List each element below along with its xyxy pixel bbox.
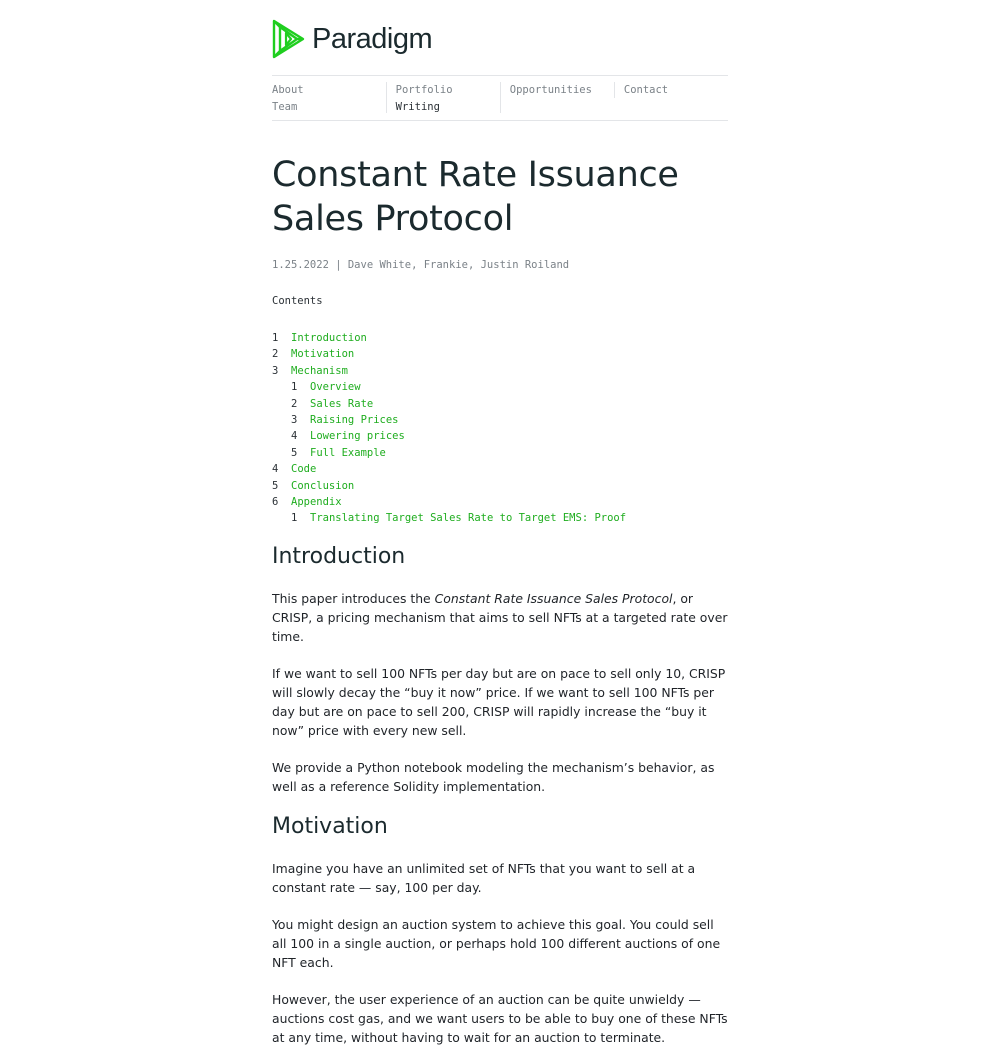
toc-item <box>272 461 728 477</box>
toc-item <box>272 363 728 379</box>
toc-number: 6 <box>272 495 279 508</box>
toc-item <box>272 330 728 346</box>
article-meta: 1.25.2022 | Dave White, Frankie, Justin Roiland <box>272 259 570 271</box>
toc-item <box>272 379 728 395</box>
toc-number: 3 <box>272 364 279 377</box>
toc-number: 2 <box>272 348 279 361</box>
toc-item <box>272 428 728 444</box>
table-of-contents <box>272 330 728 527</box>
article-title: Constant Rate Issuance Sales Protocol <box>272 155 679 239</box>
toc-number: 4 <box>272 463 279 476</box>
section-heading-motivation: Motivation <box>272 814 388 839</box>
main-nav <box>272 75 728 121</box>
toc-link[interactable]: Mechanism <box>291 364 348 377</box>
toc-number: 1 <box>272 332 279 344</box>
toc-item <box>272 412 728 428</box>
contents-label: Contents <box>272 295 323 307</box>
toc-link[interactable]: Code <box>291 463 317 476</box>
toc-item <box>272 494 728 510</box>
toc-link[interactable]: Full Example <box>310 446 386 459</box>
toc-item <box>272 510 728 526</box>
toc-link[interactable]: Introduction <box>291 332 367 344</box>
nav-column-4 <box>614 76 728 120</box>
nav-link-writing[interactable]: Writing <box>395 100 440 113</box>
intro-paragraph-1-text-b: , or CRISP, a pricing mechanism that aims to sell NFTs at a targeted rate over time. <box>272 591 728 644</box>
toc-number: 5 <box>291 446 298 459</box>
toc-number: 5 <box>272 479 279 492</box>
nav-link-about[interactable]: About <box>272 84 304 96</box>
brand-name: Paradigm <box>312 22 433 55</box>
intro-paragraph-1 <box>272 589 732 646</box>
toc-link[interactable]: Raising Prices <box>310 413 399 426</box>
toc-item <box>272 346 728 362</box>
motivation-paragraph-2: You might design an auction system to achieve this goal. You could sell all 100 in a single auction, or perhaps hold 100 different auctions of one NFT each. <box>272 917 721 970</box>
intro-paragraph-2: If we want to sell 100 NFTs per day but are on pace to sell only 10, CRISP will slowly decay the “buy it now” price. If we want to sell 100 NFTs per day but are on pace to sell 200, CRISP will rapidly increase the “buy it now” price with every new sell. <box>272 666 726 738</box>
intro-paragraph-1-emphasis: Constant Rate Issuance Sales Protocol <box>434 591 673 606</box>
toc-link[interactable]: Overview <box>310 381 361 394</box>
motivation-paragraph-1: Imagine you have an unlimited set of NFTs that you want to sell at a constant rate — say, 100 per day. <box>272 861 696 895</box>
nav-link-team[interactable]: Team <box>272 100 298 113</box>
toc-link[interactable]: Translating Target Sales Rate to Target EMS: Proof <box>310 512 627 525</box>
intro-paragraph-3: We provide a Python notebook modeling the mechanism’s behavior, as well as a reference Solidity implementation. <box>272 760 715 794</box>
toc-number: 2 <box>291 397 298 410</box>
brand-logo[interactable] <box>272 18 432 60</box>
toc-number: 4 <box>291 430 298 443</box>
toc-link[interactable]: Lowering prices <box>310 430 405 443</box>
toc-number: 1 <box>291 381 298 394</box>
paradigm-logo-icon <box>272 19 306 59</box>
toc-number: 1 <box>291 512 298 525</box>
article-body <box>272 540 732 1047</box>
nav-link-contact[interactable]: Contact <box>623 84 669 96</box>
toc-item <box>272 445 728 461</box>
toc-item <box>272 396 728 412</box>
nav-column-3 <box>500 76 614 120</box>
motivation-paragraph-3: However, the user experience of an auction can be quite unwieldy — auctions cost gas, and we want users to be able to buy one of these NFTs at any time, without having to wait for an auction to terminate. <box>272 992 728 1045</box>
toc-link[interactable]: Sales Rate <box>310 397 374 410</box>
toc-number: 3 <box>291 413 298 426</box>
nav-column-2 <box>386 76 500 120</box>
toc-link[interactable]: Motivation <box>291 348 355 361</box>
toc-link[interactable]: Conclusion <box>291 479 355 492</box>
section-heading-introduction: Introduction <box>272 544 406 569</box>
toc-link[interactable]: Appendix <box>291 495 342 508</box>
toc-item <box>272 478 728 494</box>
intro-paragraph-1-text-a: This paper introduces the <box>272 591 435 606</box>
nav-link-portfolio[interactable]: Portfolio <box>395 84 453 96</box>
nav-link-opportunities[interactable]: Opportunities <box>509 84 592 96</box>
nav-column-1 <box>272 76 386 120</box>
